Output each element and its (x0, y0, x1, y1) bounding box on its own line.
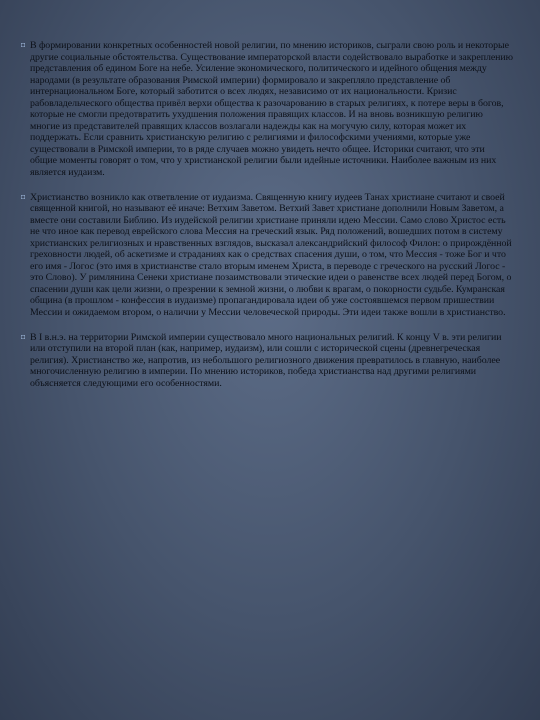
paragraph-text: В I в.н.э. на территории Римской империи существовало много национальных религий. К концу V в. эти религии или отступили на второй план (как, например, иудаизм), или сошли с исторической сцены (древнегреческая религия). Христианство же, напротив, из небольшого религиозного движения превратилось в главную, наиболее многочисленную религию в империи. По мнению историков, победа христианства над другими религиями объясняется следующими его особенностями. (30, 331, 502, 389)
bullet-icon: ◘ (21, 192, 26, 201)
bullet-icon: ◘ (21, 332, 26, 341)
paragraph-3 (21, 331, 514, 390)
paragraph-text: В формировании конкретных особенностей новой религии, по мнению историков, сыграли свою роль и некоторые другие социальные обстоятельства. Существование императорской власти содействовало выработке и закреплению представления об едином Боге на небе. Усиление экономического, политического и идейного общения между народами (в результате образования Римской империи) формировало и закрепляло представление об интернациональном Боге, который заботится о всех людях, независимо от их национальности. Кризис рабовладельческого общества привёл верхи общества к разочарованию в старых религиях, к потере веры в богов, которые не смогли предотвратить ухудшения положения правящих классов. И на вновь возникшую религию многие из представителей правящих классов возлагали надежды как на могучую силу, которая может их поддержать. Если сравнить христианскую религию с религиями и философскими учениями, которые уже существовали в Римской империи, то в ряде случаев можно увидеть нечто общее. Историки считают, что эти общие моменты говорят о том, что у христианской религии были идейные источники. Наиболее важным из них является иудаизм. (30, 40, 513, 179)
bullet-icon: ◘ (21, 41, 26, 49)
paragraph-2 (21, 191, 514, 319)
paragraph-1 (21, 40, 514, 179)
paragraph-text: Христианство возникло как ответвление от иудаизма. Священную книгу иудеев Танах христиане считают и своей священной книгой, но называют её иначе: Ветхим Заветом. Ветхий Завет христиане дополнили Новым Заветом, а вместе они составили Библию. Из иудейской религии христиане приняли идею Мессии. Само слово Христос есть не что иное как перевод еврейского слова Мессия на греческий язык. Ряд положений, вошедших потом в систему христианских религиозных и нравственных взглядов, высказал александрийский философ Филон: о прирождённой греховности людей, об аскетизме и страданиях как о средствах спасения души, о том, что Мессия - тоже Бог и что его имя - Логос (это имя в христианстве стало вторым именем Христа, в переводе с греческого на русский Логос - это Слово). У римлянина Сенеки христиане позаимствовали этические идеи о равенстве всех людей перед Богом, о спасении души как цели жизни, о презрении к земной жизни, о любви к врагам, о покорности судьбе. Кумранская община (в прошлом - конфессия в иудаизме) пропагандировала идеи об уже состоявшемся первом пришествии Мессии и ожидаемом втором, о наличии у Мессии человеческой природы. Эти идеи также вошли в христианство. (30, 191, 512, 319)
slide-text-block (21, 40, 514, 402)
